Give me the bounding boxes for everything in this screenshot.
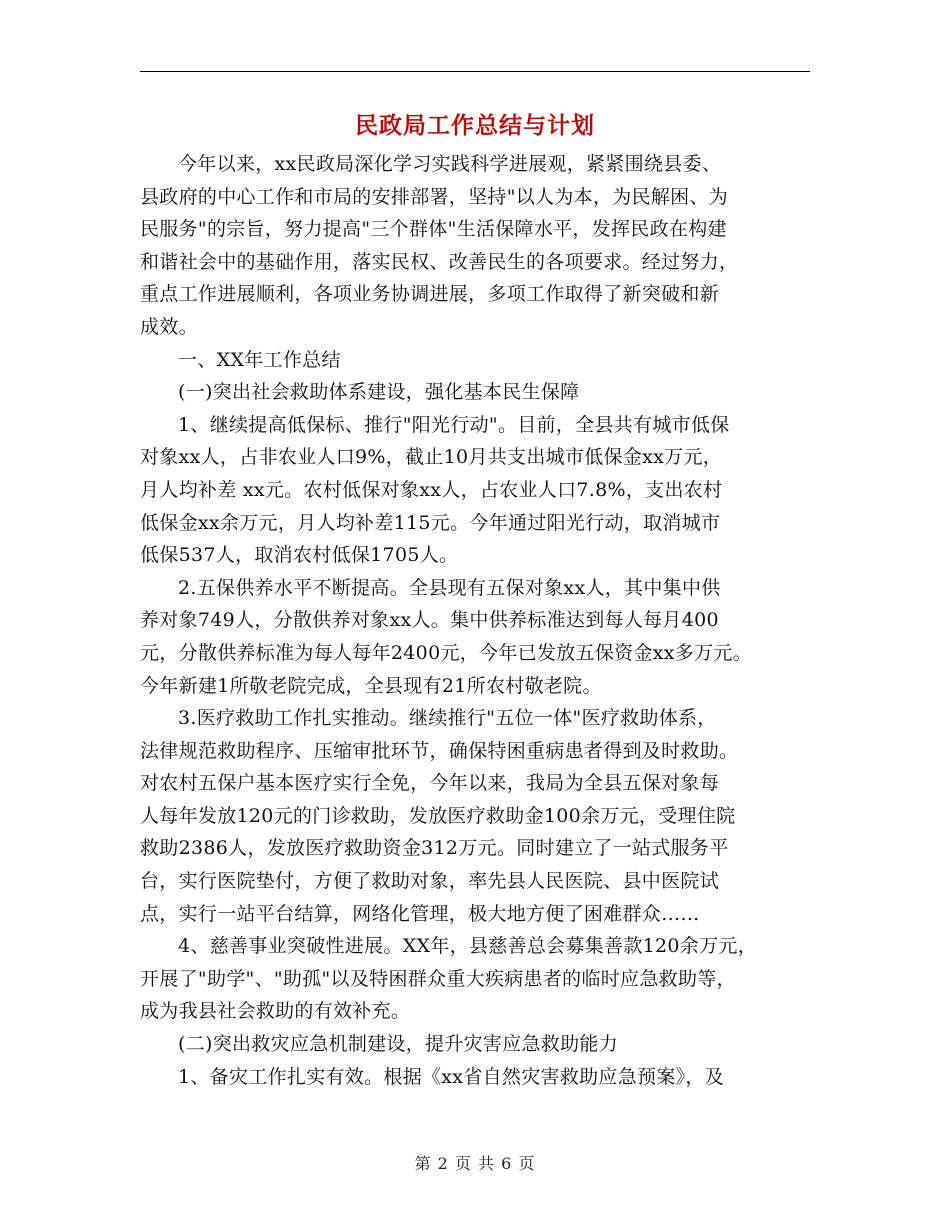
paragraph-medical-aid: 3.医疗救助工作扎实推动。继续推行"五位一体"医疗救助体系， 法律规范救助程序、压缩审批环节，确保特困重病患者得到及时救助。 对农村五保户基本医疗实行全免，今年以来，我局为全县五保对象每 人每年发放120元的门诊救助，发放医疗救助金100余万元，受理住院 救助2386人，发放医疗救助资金312万元。同时建立了一站式服务平 台，实行医院垫付，方便了救助对象，率先县人民医院、县中医院试 点，实行一站平台结算，网络化管理，极大地方便了困难群众……: [140, 707, 739, 925]
page-number: 第 2 页 共 6 页: [414, 1154, 536, 1173]
document-title: 民政局工作总结与计划: [355, 112, 595, 139]
paragraph-low-income: 1、继续提高低保标、推行"阳光行动"。目前，全县共有城市低保 对象xx人，占非农业人口9%，截止10月共支出城市低保金xx万元， 月人均补差 xx元。农村低保对象xx人，占农业人口7.8%，支出农村 低保金xx余万元，月人均补差115元。今年通过阳光行动，取消城市 低保537人，取消农村低保1705人。: [140, 413, 730, 567]
paragraph-disaster-prep: 1、备灾工作扎实有效。根据《xx省自然灾害救助应急预案》，及: [178, 1065, 725, 1088]
paragraph-five-guarantees: 2.五保供养水平不断提高。全县现有五保对象xx人，其中集中供 养对象749人，分散供养对象xx人。集中供养标准达到每人每月400 元，分散供养标准为每人每年2400元，今年已发放五保资金xx多万元。 今年新建1所敬老院完成，全县现有21所农村敬老院。: [140, 576, 752, 697]
document-body: [140, 148, 820, 1093]
header-rule: [140, 71, 810, 72]
section-heading-1: 一、XX年工作总结: [178, 348, 341, 371]
paragraph-charity: 4、慈善事业突破性进展。XX年，县慈善总会募集善款120余万元， 开展了"助学"、"助孤"以及特困群众重大疾病患者的临时应急救助等， 成为我县社会救助的有效补充。: [140, 935, 758, 1023]
subsection-heading-1: (一)突出社会救助体系建设，强化基本民生保障: [178, 381, 580, 404]
subsection-heading-2: (二)突出救灾应急机制建设，提升灾害应急救助能力: [178, 1033, 619, 1056]
paragraph-intro: 今年以来，xx民政局深化学习实践科学进展观，紧紧围绕县委、 县政府的中心工作和市局的安排部署，坚持"以人为本，为民解困、为 民服务"的宗旨，努力提高"三个群体"生活保障水平，发挥民政在构建 和谐社会中的基础作用，落实民权、改善民生的各项要求。经过努力， 重点工作进展顺利，各项业务协调进展，多项工作取得了新突破和新 成效。: [140, 153, 739, 338]
